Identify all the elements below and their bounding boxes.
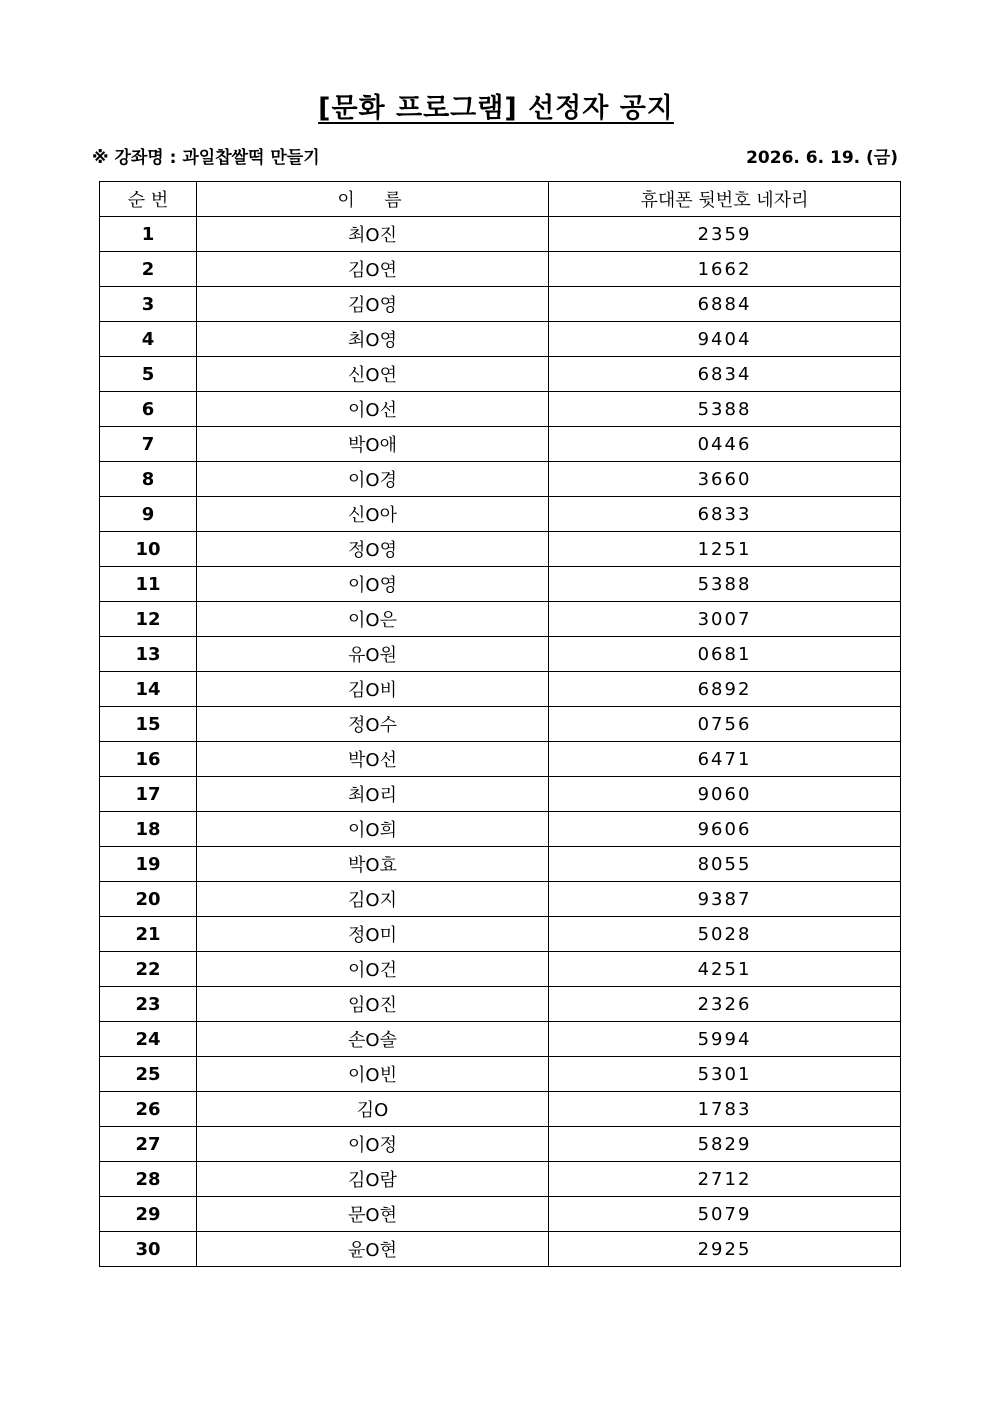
row-phone: 9606 <box>549 812 901 847</box>
row-name: 이O선 <box>197 392 549 427</box>
row-name: 김O <box>197 1092 549 1127</box>
table-body <box>100 217 901 1267</box>
table-row <box>100 252 901 287</box>
row-number: 11 <box>100 567 197 602</box>
table-row <box>100 672 901 707</box>
row-number: 7 <box>100 427 197 462</box>
table-row <box>100 952 901 987</box>
row-name: 정O미 <box>197 917 549 952</box>
row-number: 10 <box>100 532 197 567</box>
row-name: 이O은 <box>197 602 549 637</box>
row-phone: 6833 <box>549 497 901 532</box>
row-name: 박O선 <box>197 742 549 777</box>
row-name: 김O연 <box>197 252 549 287</box>
row-number: 25 <box>100 1057 197 1092</box>
table-row <box>100 602 901 637</box>
row-number: 23 <box>100 987 197 1022</box>
table-row <box>100 917 901 952</box>
row-name: 이O빈 <box>197 1057 549 1092</box>
row-phone: 2712 <box>549 1162 901 1197</box>
row-number: 3 <box>100 287 197 322</box>
row-name: 최O영 <box>197 322 549 357</box>
row-number: 28 <box>100 1162 197 1197</box>
row-number: 17 <box>100 777 197 812</box>
table-row <box>100 427 901 462</box>
selectee-table <box>99 181 901 1267</box>
table-row <box>100 1162 901 1197</box>
row-phone: 0756 <box>549 707 901 742</box>
row-phone: 6892 <box>549 672 901 707</box>
row-phone: 8055 <box>549 847 901 882</box>
row-number: 19 <box>100 847 197 882</box>
row-name: 이O경 <box>197 462 549 497</box>
row-phone: 6471 <box>549 742 901 777</box>
row-name: 최O진 <box>197 217 549 252</box>
row-phone: 5028 <box>549 917 901 952</box>
row-name: 신O아 <box>197 497 549 532</box>
row-name: 최O리 <box>197 777 549 812</box>
table-row <box>100 567 901 602</box>
table-row <box>100 847 901 882</box>
row-phone: 4251 <box>549 952 901 987</box>
row-phone: 6834 <box>549 357 901 392</box>
row-name: 정O수 <box>197 707 549 742</box>
row-phone: 5301 <box>549 1057 901 1092</box>
header-number: 순 번 <box>100 182 197 217</box>
row-phone: 5079 <box>549 1197 901 1232</box>
row-number: 5 <box>100 357 197 392</box>
row-phone: 1783 <box>549 1092 901 1127</box>
table-row <box>100 357 901 392</box>
row-number: 9 <box>100 497 197 532</box>
row-name: 박O애 <box>197 427 549 462</box>
row-number: 26 <box>100 1092 197 1127</box>
table-row <box>100 777 901 812</box>
row-phone: 0681 <box>549 637 901 672</box>
table-header-row <box>100 182 901 217</box>
row-number: 22 <box>100 952 197 987</box>
row-name: 이O희 <box>197 812 549 847</box>
row-phone: 5994 <box>549 1022 901 1057</box>
table-row <box>100 497 901 532</box>
row-name: 김O람 <box>197 1162 549 1197</box>
row-name: 문O현 <box>197 1197 549 1232</box>
table-row <box>100 882 901 917</box>
row-number: 14 <box>100 672 197 707</box>
row-number: 1 <box>100 217 197 252</box>
row-number: 6 <box>100 392 197 427</box>
row-number: 16 <box>100 742 197 777</box>
row-name: 박O효 <box>197 847 549 882</box>
course-name: ※ 강좌명 : 과일찹쌀떡 만들기 <box>92 148 320 168</box>
table-row <box>100 1057 901 1092</box>
table-row <box>100 392 901 427</box>
row-name: 정O영 <box>197 532 549 567</box>
table-row <box>100 742 901 777</box>
row-number: 30 <box>100 1232 197 1267</box>
table-row <box>100 637 901 672</box>
page-title <box>0 86 992 125</box>
row-number: 15 <box>100 707 197 742</box>
row-number: 21 <box>100 917 197 952</box>
row-phone: 9404 <box>549 322 901 357</box>
row-number: 18 <box>100 812 197 847</box>
row-phone: 6884 <box>549 287 901 322</box>
row-phone: 0446 <box>549 427 901 462</box>
row-phone: 1251 <box>549 532 901 567</box>
table-row <box>100 1022 901 1057</box>
page-title-text: [문화 프로그램] 선정자 공지 <box>318 93 674 124</box>
row-phone: 2359 <box>549 217 901 252</box>
row-phone: 2326 <box>549 987 901 1022</box>
row-name: 김O영 <box>197 287 549 322</box>
row-number: 27 <box>100 1127 197 1162</box>
row-name: 이O영 <box>197 567 549 602</box>
row-name: 이O정 <box>197 1127 549 1162</box>
row-name: 김O지 <box>197 882 549 917</box>
row-number: 12 <box>100 602 197 637</box>
row-number: 4 <box>100 322 197 357</box>
row-phone: 5388 <box>549 567 901 602</box>
table-row <box>100 987 901 1022</box>
row-phone: 5388 <box>549 392 901 427</box>
row-phone: 1662 <box>549 252 901 287</box>
notice-date: 2026. 6. 19. (금) <box>746 148 898 168</box>
row-name: 유O원 <box>197 637 549 672</box>
row-phone: 3660 <box>549 462 901 497</box>
row-phone: 9387 <box>549 882 901 917</box>
table-row <box>100 707 901 742</box>
row-phone: 5829 <box>549 1127 901 1162</box>
row-name: 이O건 <box>197 952 549 987</box>
table-row <box>100 1127 901 1162</box>
info-row <box>92 143 898 169</box>
table-row <box>100 1232 901 1267</box>
row-phone: 3007 <box>549 602 901 637</box>
row-number: 13 <box>100 637 197 672</box>
row-name: 김O비 <box>197 672 549 707</box>
row-name: 신O연 <box>197 357 549 392</box>
row-phone: 9060 <box>549 777 901 812</box>
row-name: 윤O현 <box>197 1232 549 1267</box>
table-row <box>100 287 901 322</box>
row-number: 24 <box>100 1022 197 1057</box>
table-row <box>100 812 901 847</box>
table-row <box>100 322 901 357</box>
row-number: 29 <box>100 1197 197 1232</box>
header-name: 이 름 <box>197 182 549 217</box>
table-row <box>100 462 901 497</box>
table-row <box>100 1092 901 1127</box>
table-row <box>100 217 901 252</box>
row-phone: 2925 <box>549 1232 901 1267</box>
row-name: 손O솔 <box>197 1022 549 1057</box>
header-phone: 휴대폰 뒷번호 네자리 <box>549 182 901 217</box>
row-number: 20 <box>100 882 197 917</box>
table-row <box>100 1197 901 1232</box>
row-number: 8 <box>100 462 197 497</box>
table-row <box>100 532 901 567</box>
row-number: 2 <box>100 252 197 287</box>
row-name: 임O진 <box>197 987 549 1022</box>
